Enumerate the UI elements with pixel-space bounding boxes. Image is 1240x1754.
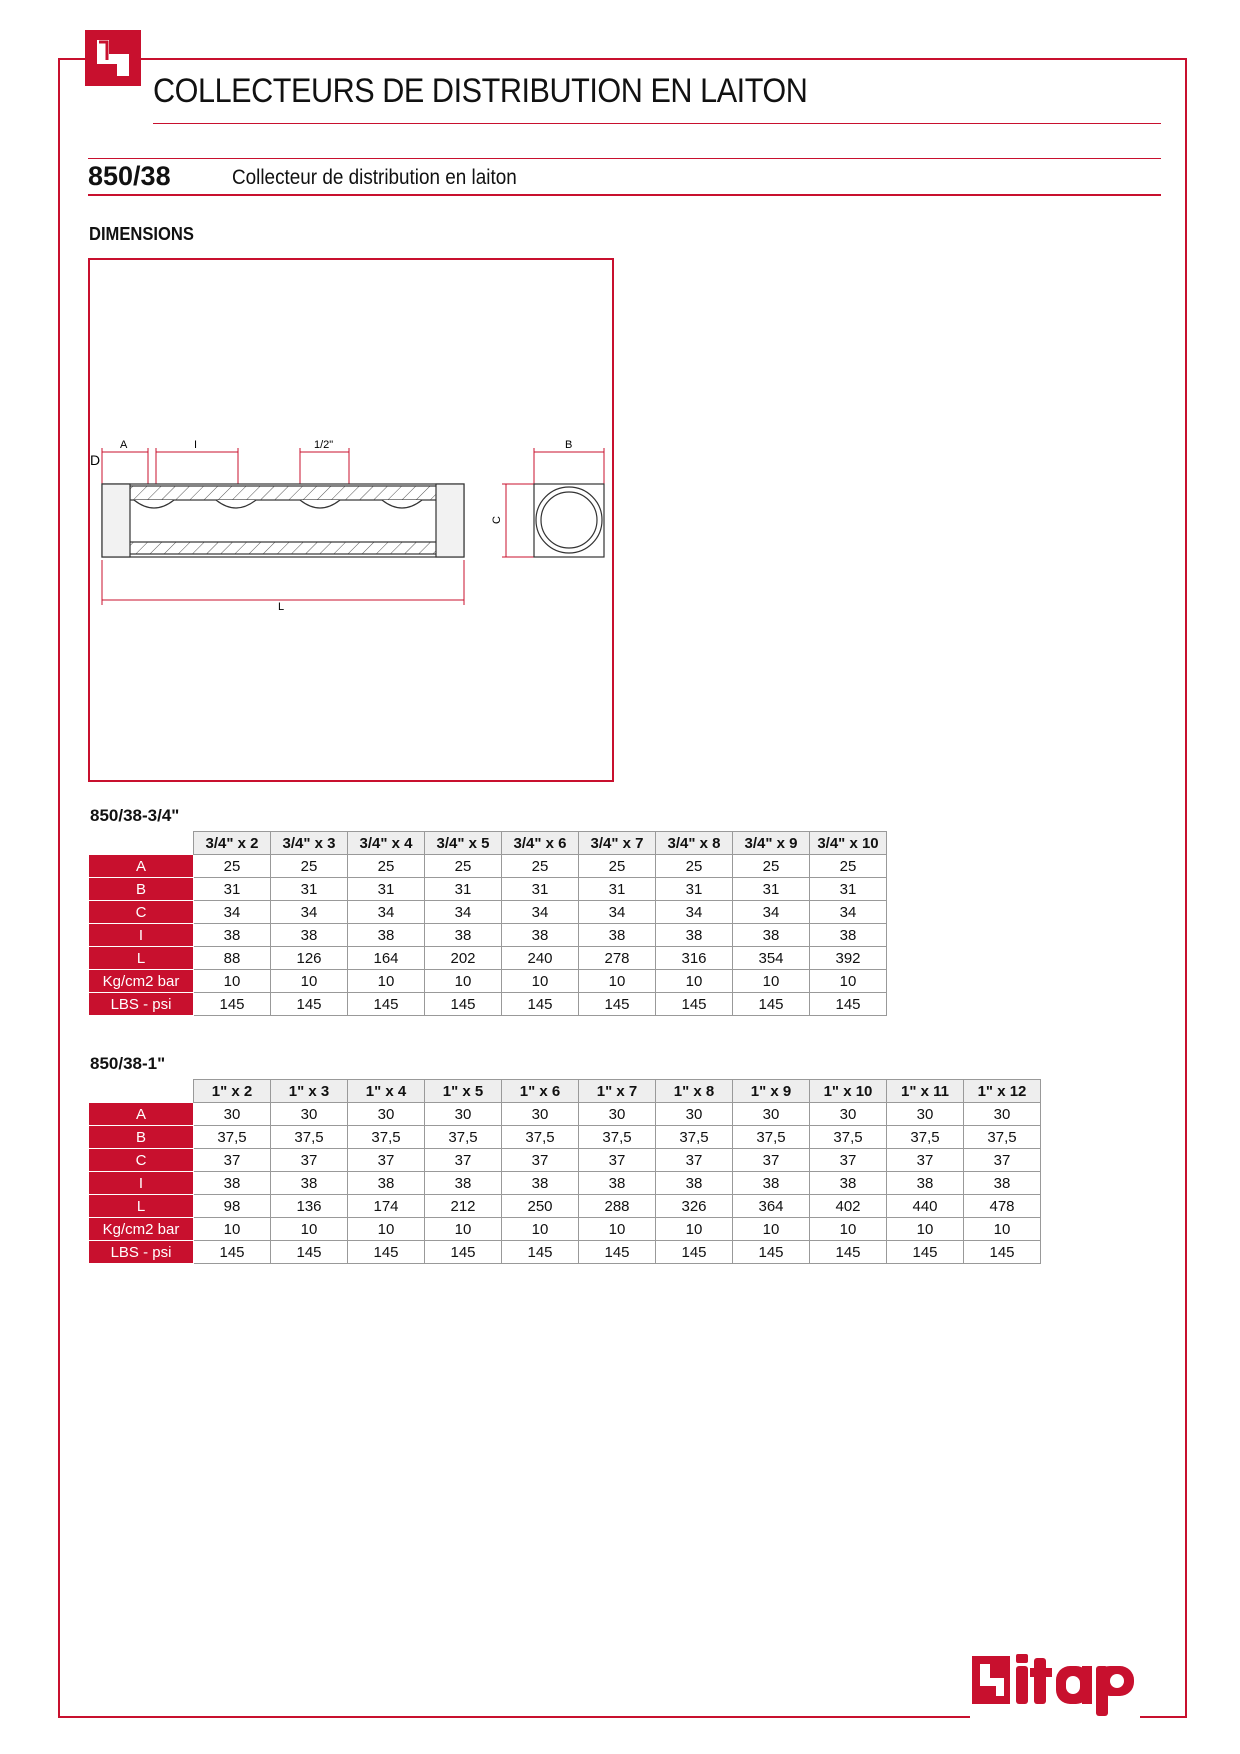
table-row xyxy=(89,1126,1041,1149)
table-cell: 31 xyxy=(271,878,348,901)
table-cell: 37,5 xyxy=(579,1126,656,1149)
dim-label-d: D xyxy=(90,452,101,468)
table-cell: 37 xyxy=(964,1149,1041,1172)
table-cell: 38 xyxy=(887,1172,964,1195)
table-cell: 37 xyxy=(579,1149,656,1172)
frame-top-line xyxy=(140,58,1187,60)
table-row xyxy=(89,1172,1041,1195)
column-header: 1" x 7 xyxy=(579,1080,656,1103)
table-cell: 37 xyxy=(348,1149,425,1172)
table-row xyxy=(89,1149,1041,1172)
column-header: 1" x 5 xyxy=(425,1080,502,1103)
table-cell: 34 xyxy=(425,901,502,924)
table-cell: 126 xyxy=(271,947,348,970)
table-cell: 30 xyxy=(271,1103,348,1126)
dim-label-c: C xyxy=(491,516,503,524)
column-header: 1" x 11 xyxy=(887,1080,964,1103)
table-cell: 402 xyxy=(810,1195,887,1218)
table-cell: 202 xyxy=(425,947,502,970)
table-cell: 37,5 xyxy=(425,1126,502,1149)
row-label: A xyxy=(89,855,194,878)
table-cell: 10 xyxy=(810,970,887,993)
table-cell: 30 xyxy=(502,1103,579,1126)
table-cell: 37 xyxy=(810,1149,887,1172)
table-cell: 25 xyxy=(502,855,579,878)
table-cell: 10 xyxy=(810,1218,887,1241)
table-cell: 10 xyxy=(733,970,810,993)
table-cell: 10 xyxy=(656,1218,733,1241)
table-cell: 38 xyxy=(194,924,271,947)
column-header: 3/4" x 10 xyxy=(810,832,887,855)
table-cell: 30 xyxy=(194,1103,271,1126)
table-cell: 145 xyxy=(887,1241,964,1264)
table-cell: 10 xyxy=(425,1218,502,1241)
table-row xyxy=(89,1195,1041,1218)
table-cell: 38 xyxy=(502,924,579,947)
table-cell: 37 xyxy=(502,1149,579,1172)
table-cell: 25 xyxy=(810,855,887,878)
table-cell: 31 xyxy=(425,878,502,901)
table-cell: 37 xyxy=(656,1149,733,1172)
column-header: 1" x 6 xyxy=(502,1080,579,1103)
table-cell: 38 xyxy=(271,1172,348,1195)
column-header: 1" x 10 xyxy=(810,1080,887,1103)
table-cell: 10 xyxy=(194,970,271,993)
table-cell: 25 xyxy=(348,855,425,878)
itap-logo-icon xyxy=(972,1652,1138,1718)
table-cell: 136 xyxy=(271,1195,348,1218)
table-cell: 145 xyxy=(502,1241,579,1264)
table-cell: 34 xyxy=(271,901,348,924)
row-label: Kg/cm2 bar xyxy=(89,1218,194,1241)
product-line-bottom xyxy=(88,194,1161,196)
table-cell: 145 xyxy=(810,1241,887,1264)
table-cell: 145 xyxy=(579,993,656,1016)
table-cell: 10 xyxy=(271,1218,348,1241)
table-cell: 10 xyxy=(502,970,579,993)
row-label: LBS - psi xyxy=(89,993,194,1016)
table-row xyxy=(89,1218,1041,1241)
table-cell: 38 xyxy=(502,1172,579,1195)
table-row xyxy=(89,878,887,901)
title-underline xyxy=(153,123,1161,124)
table-corner xyxy=(89,1080,194,1103)
table-cell: 38 xyxy=(348,1172,425,1195)
table-cell: 10 xyxy=(425,970,502,993)
table-cell: 34 xyxy=(656,901,733,924)
table-cell: 37,5 xyxy=(964,1126,1041,1149)
column-header: 3/4" x 9 xyxy=(733,832,810,855)
table-cell: 37,5 xyxy=(348,1126,425,1149)
table-cell: 31 xyxy=(810,878,887,901)
table-cell: 240 xyxy=(502,947,579,970)
table-cell: 10 xyxy=(733,1218,810,1241)
table-cell: 38 xyxy=(579,1172,656,1195)
table-cell: 145 xyxy=(194,993,271,1016)
table-cell: 25 xyxy=(425,855,502,878)
table-cell: 145 xyxy=(733,993,810,1016)
column-header: 3/4" x 2 xyxy=(194,832,271,855)
column-header: 3/4" x 4 xyxy=(348,832,425,855)
table-cell: 145 xyxy=(425,993,502,1016)
table-cell: 30 xyxy=(810,1103,887,1126)
table-cell: 34 xyxy=(733,901,810,924)
table-cell: 31 xyxy=(733,878,810,901)
product-line-top xyxy=(88,158,1161,159)
table-cell: 10 xyxy=(887,1218,964,1241)
row-label: B xyxy=(89,1126,194,1149)
table-title-1: 850/38-1" xyxy=(90,1054,166,1073)
table-cell: 440 xyxy=(887,1195,964,1218)
table-cell: 174 xyxy=(348,1195,425,1218)
table-cell: 145 xyxy=(810,993,887,1016)
table-cell: 10 xyxy=(194,1218,271,1241)
column-header: 1" x 2 xyxy=(194,1080,271,1103)
table-cell: 25 xyxy=(656,855,733,878)
dimensions-table-3-4 xyxy=(88,831,887,1016)
table-cell: 354 xyxy=(733,947,810,970)
table-cell: 10 xyxy=(579,970,656,993)
table-cell: 38 xyxy=(964,1172,1041,1195)
table-cell: 250 xyxy=(502,1195,579,1218)
table-cell: 31 xyxy=(656,878,733,901)
table-cell: 34 xyxy=(579,901,656,924)
row-label: B xyxy=(89,878,194,901)
table-row xyxy=(89,1103,1041,1126)
table-cell: 34 xyxy=(348,901,425,924)
frame-left-line-top xyxy=(58,58,85,60)
table-cell: 37,5 xyxy=(656,1126,733,1149)
table-row xyxy=(89,947,887,970)
row-label: C xyxy=(89,901,194,924)
table-cell: 38 xyxy=(656,924,733,947)
table-cell: 30 xyxy=(887,1103,964,1126)
drawing-svg xyxy=(90,260,612,780)
table-cell: 98 xyxy=(194,1195,271,1218)
table-header-row xyxy=(89,832,887,855)
dim-label-a: A xyxy=(120,439,128,451)
table-cell: 38 xyxy=(579,924,656,947)
table-cell: 30 xyxy=(425,1103,502,1126)
table-cell: 145 xyxy=(348,1241,425,1264)
table-cell: 37,5 xyxy=(733,1126,810,1149)
table-cell: 37,5 xyxy=(502,1126,579,1149)
table-cell: 37 xyxy=(194,1149,271,1172)
column-header: 1" x 9 xyxy=(733,1080,810,1103)
table-cell: 30 xyxy=(964,1103,1041,1126)
table-cell: 37,5 xyxy=(271,1126,348,1149)
table-cell: 10 xyxy=(348,1218,425,1241)
table-cell: 37 xyxy=(425,1149,502,1172)
table-row xyxy=(89,993,887,1016)
table-cell: 37,5 xyxy=(810,1126,887,1149)
table-cell: 478 xyxy=(964,1195,1041,1218)
dimensions-heading: DIMENSIONS xyxy=(89,224,194,244)
table-cell: 278 xyxy=(579,947,656,970)
table-cell: 38 xyxy=(656,1172,733,1195)
table-cell: 145 xyxy=(656,1241,733,1264)
table-cell: 145 xyxy=(579,1241,656,1264)
frame-left-line xyxy=(58,58,60,1718)
itap-symbol-icon xyxy=(85,30,141,86)
table-cell: 30 xyxy=(348,1103,425,1126)
column-header: 3/4" x 3 xyxy=(271,832,348,855)
dimensions-table-1 xyxy=(88,1079,1041,1264)
row-label: C xyxy=(89,1149,194,1172)
column-header: 1" x 3 xyxy=(271,1080,348,1103)
table-cell: 10 xyxy=(271,970,348,993)
table-cell: 38 xyxy=(733,1172,810,1195)
table-cell: 10 xyxy=(502,1218,579,1241)
table-cell: 38 xyxy=(733,924,810,947)
column-header: 3/4" x 8 xyxy=(656,832,733,855)
table-cell: 30 xyxy=(656,1103,733,1126)
table-cell: 38 xyxy=(194,1172,271,1195)
product-description: Collecteur de distribution en laiton xyxy=(232,166,517,189)
column-header: 3/4" x 7 xyxy=(579,832,656,855)
column-header: 1" x 12 xyxy=(964,1080,1041,1103)
row-label: L xyxy=(89,947,194,970)
table-cell: 37,5 xyxy=(887,1126,964,1149)
row-label: LBS - psi xyxy=(89,1241,194,1264)
technical-drawing xyxy=(88,258,614,782)
frame-bottom-line-right xyxy=(1140,1716,1187,1718)
table-header-row xyxy=(89,1080,1041,1103)
table-cell: 145 xyxy=(271,1241,348,1264)
table-cell: 364 xyxy=(733,1195,810,1218)
table-cell: 37 xyxy=(733,1149,810,1172)
table-cell: 10 xyxy=(656,970,733,993)
table-cell: 25 xyxy=(579,855,656,878)
table-cell: 37 xyxy=(887,1149,964,1172)
table-cell: 31 xyxy=(502,878,579,901)
column-header: 1" x 4 xyxy=(348,1080,425,1103)
table-cell: 34 xyxy=(502,901,579,924)
table-cell: 25 xyxy=(194,855,271,878)
row-label: L xyxy=(89,1195,194,1218)
table-cell: 30 xyxy=(579,1103,656,1126)
table-cell: 164 xyxy=(348,947,425,970)
row-label: I xyxy=(89,924,194,947)
table-cell: 392 xyxy=(810,947,887,970)
table-row xyxy=(89,1241,1041,1264)
table-cell: 88 xyxy=(194,947,271,970)
table-title-3-4: 850/38-3/4" xyxy=(90,806,180,825)
dim-label-l: L xyxy=(278,601,285,613)
table-cell: 288 xyxy=(579,1195,656,1218)
table-cell: 145 xyxy=(502,993,579,1016)
table-cell: 145 xyxy=(348,993,425,1016)
table-row xyxy=(89,855,887,878)
table-corner xyxy=(89,832,194,855)
table-cell: 30 xyxy=(733,1103,810,1126)
table-cell: 145 xyxy=(733,1241,810,1264)
table-cell: 145 xyxy=(964,1241,1041,1264)
table-cell: 34 xyxy=(810,901,887,924)
table-row xyxy=(89,901,887,924)
table-cell: 145 xyxy=(271,993,348,1016)
table-cell: 10 xyxy=(964,1218,1041,1241)
frame-right-line xyxy=(1185,58,1187,1718)
row-label: I xyxy=(89,1172,194,1195)
column-header: 3/4" x 5 xyxy=(425,832,502,855)
table-cell: 212 xyxy=(425,1195,502,1218)
table-cell: 25 xyxy=(271,855,348,878)
table-cell: 145 xyxy=(656,993,733,1016)
table-row xyxy=(89,924,887,947)
row-label: A xyxy=(89,1103,194,1126)
table-cell: 38 xyxy=(348,924,425,947)
table-row xyxy=(89,970,887,993)
table-cell: 31 xyxy=(579,878,656,901)
table-cell: 316 xyxy=(656,947,733,970)
column-header: 1" x 8 xyxy=(656,1080,733,1103)
table-cell: 10 xyxy=(348,970,425,993)
product-code: 850/38 xyxy=(88,161,171,191)
table-cell: 10 xyxy=(579,1218,656,1241)
table-cell: 38 xyxy=(425,924,502,947)
table-cell: 38 xyxy=(271,924,348,947)
dim-label-b: B xyxy=(565,439,573,451)
table-cell: 37 xyxy=(271,1149,348,1172)
dim-label-thread: 1/2" xyxy=(314,439,334,451)
table-cell: 34 xyxy=(194,901,271,924)
dim-label-i: I xyxy=(194,439,198,451)
table-cell: 38 xyxy=(810,1172,887,1195)
table-cell: 37,5 xyxy=(194,1126,271,1149)
table-cell: 38 xyxy=(425,1172,502,1195)
table-cell: 31 xyxy=(348,878,425,901)
column-header: 3/4" x 6 xyxy=(502,832,579,855)
row-label: Kg/cm2 bar xyxy=(89,970,194,993)
table-cell: 145 xyxy=(194,1241,271,1264)
frame-bottom-line-left xyxy=(58,1716,970,1718)
page-title: COLLECTEURS DE DISTRIBUTION EN LAITON xyxy=(153,72,808,110)
table-cell: 326 xyxy=(656,1195,733,1218)
table-cell: 38 xyxy=(810,924,887,947)
table-cell: 25 xyxy=(733,855,810,878)
table-cell: 31 xyxy=(194,878,271,901)
table-cell: 145 xyxy=(425,1241,502,1264)
